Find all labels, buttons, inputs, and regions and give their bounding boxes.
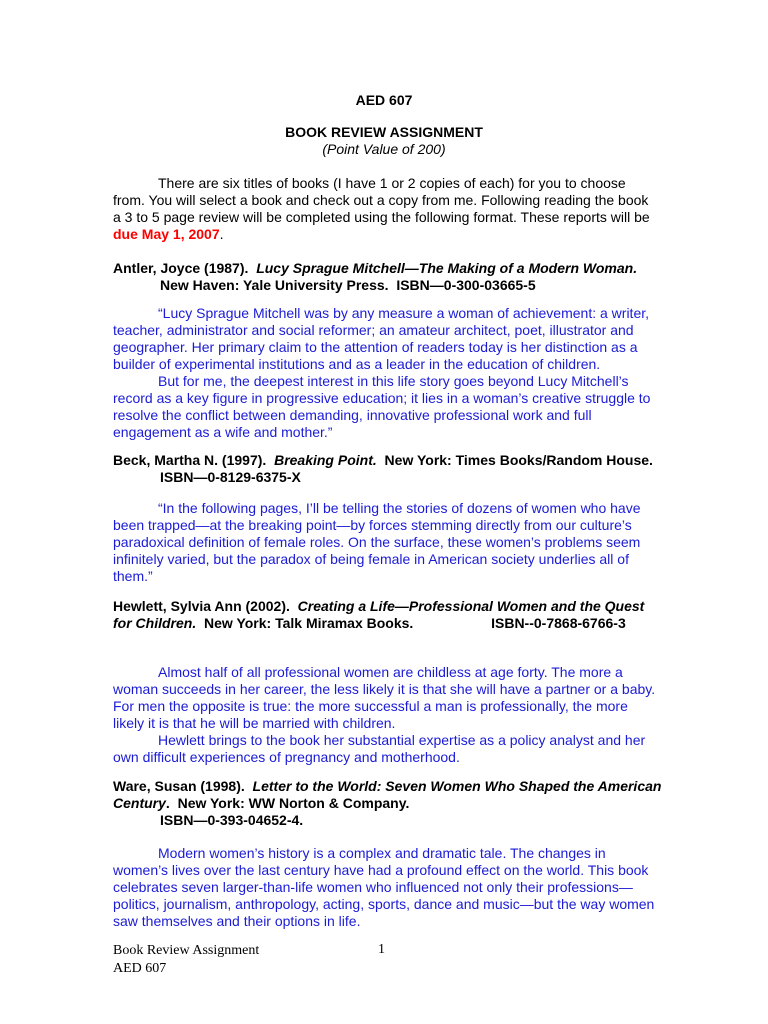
citation-title-end: . — [165, 795, 170, 811]
citation-publisher: New York: WW Norton & Company. — [177, 795, 410, 811]
citation-publisher: New York: Talk Miramax Books. — [204, 615, 414, 631]
citation-publisher: New Haven: Yale University Press. — [160, 277, 389, 293]
book-summary-hewlett — [113, 664, 658, 766]
footer — [113, 942, 259, 978]
book-citation-hewlett — [113, 598, 663, 632]
citation-title: Lucy Sprague Mitchell—The Making of a Modern Woman. — [256, 260, 638, 276]
due-date: due May 1, 2007 — [113, 226, 220, 242]
footer-course: AED 607 — [113, 961, 167, 976]
citation-author: Hewlett, Sylvia Ann (2002). — [113, 598, 290, 614]
summary-paragraph: Modern women’s history is a complex and dramatic tale. The changes in women’s lives over the last century have had a profound effect on the world. This book celebrates seven larger-than-life women who influenced not only their professions—politics, journalism, anthropology, acting, sports, dance and music—but the way women saw themselves and their options in life. — [113, 845, 655, 929]
citation-isbn: ISBN—0-300-03665-5 — [396, 277, 536, 293]
summary-paragraph: Hewlett brings to the book her substantial expertise as a policy analyst and her own difficult experiences of pregnancy and motherhood. — [113, 732, 646, 765]
page-number: 1 — [378, 942, 385, 957]
footer-title: Book Review Assignment — [113, 943, 260, 958]
book-citation-antler — [113, 260, 663, 294]
citation-author: Beck, Martha N. (1997). — [113, 452, 267, 468]
citation-isbn: ISBN—0-8129-6375-X — [160, 469, 301, 485]
citation-isbn: ISBN--0-7868-6766-3 — [491, 615, 626, 631]
point-value-subtitle: (Point Value of 200) — [322, 141, 446, 157]
book-citation-ware — [113, 778, 663, 829]
intro-end: . — [219, 226, 224, 242]
citation-author: Antler, Joyce (1987). — [113, 260, 249, 276]
intro-text: There are six titles of books (I have 1 or 2 copies of each) for you to choose from. You will select a book and check out a copy from me. Following reading the book a 3 to 5 page review will be completed using the following format. These reports will be — [113, 175, 650, 225]
citation-publisher: New York: Times Books/Random House. — [384, 452, 653, 468]
summary-paragraph: “In the following pages, I’ll be telling the stories of dozens of women who have been trapped—at the breaking point—by forces stemming directly from our culture’s paradoxical definition of female roles. On the surface, these women’s problems seem infinitely varied, but the paradox of being female in American society underlies all of them.” — [113, 500, 641, 584]
summary-paragraph: But for me, the deepest interest in this life story goes beyond Lucy Mitchell’s record as a key figure in progressive education; it lies in a woman’s creative struggle to resolve the conflict between demanding, innovative professional work and full engagement as a wife and mother.” — [113, 373, 651, 440]
book-summary-ware — [113, 845, 658, 930]
citation-isbn: ISBN—0-393-04652-4. — [160, 812, 304, 828]
book-citation-beck — [113, 452, 663, 486]
book-summary-beck — [113, 500, 658, 585]
page-title: BOOK REVIEW ASSIGNMENT — [285, 124, 483, 140]
citation-title: Letter to the World: Seven Women Who Shaped the American Century — [113, 778, 662, 811]
summary-paragraph: “Lucy Sprague Mitchell was by any measure a woman of achievement: a writer, teacher, administrator and social reformer; an amateur architect, poet, illustrator and geographer. Her primary claim to the attention of readers today is her distinction as a builder of experimental institutions and as a leader in the education of children. — [113, 305, 650, 372]
book-summary-antler — [113, 305, 658, 441]
intro-paragraph — [113, 175, 658, 243]
course-code: AED 607 — [355, 92, 413, 108]
citation-author: Ware, Susan (1998). — [113, 778, 245, 794]
citation-title: Creating a Life—Professional Women and the Quest for Children. — [113, 598, 645, 631]
citation-title: Breaking Point. — [274, 452, 377, 468]
summary-paragraph: Almost half of all professional women are childless at age forty. The more a woman succeeds in her career, the less likely it is that she will have a partner or a baby. For men the opposite is true: the more successful a man is professionally, the more likely it is that he will be married with children. — [113, 664, 656, 731]
